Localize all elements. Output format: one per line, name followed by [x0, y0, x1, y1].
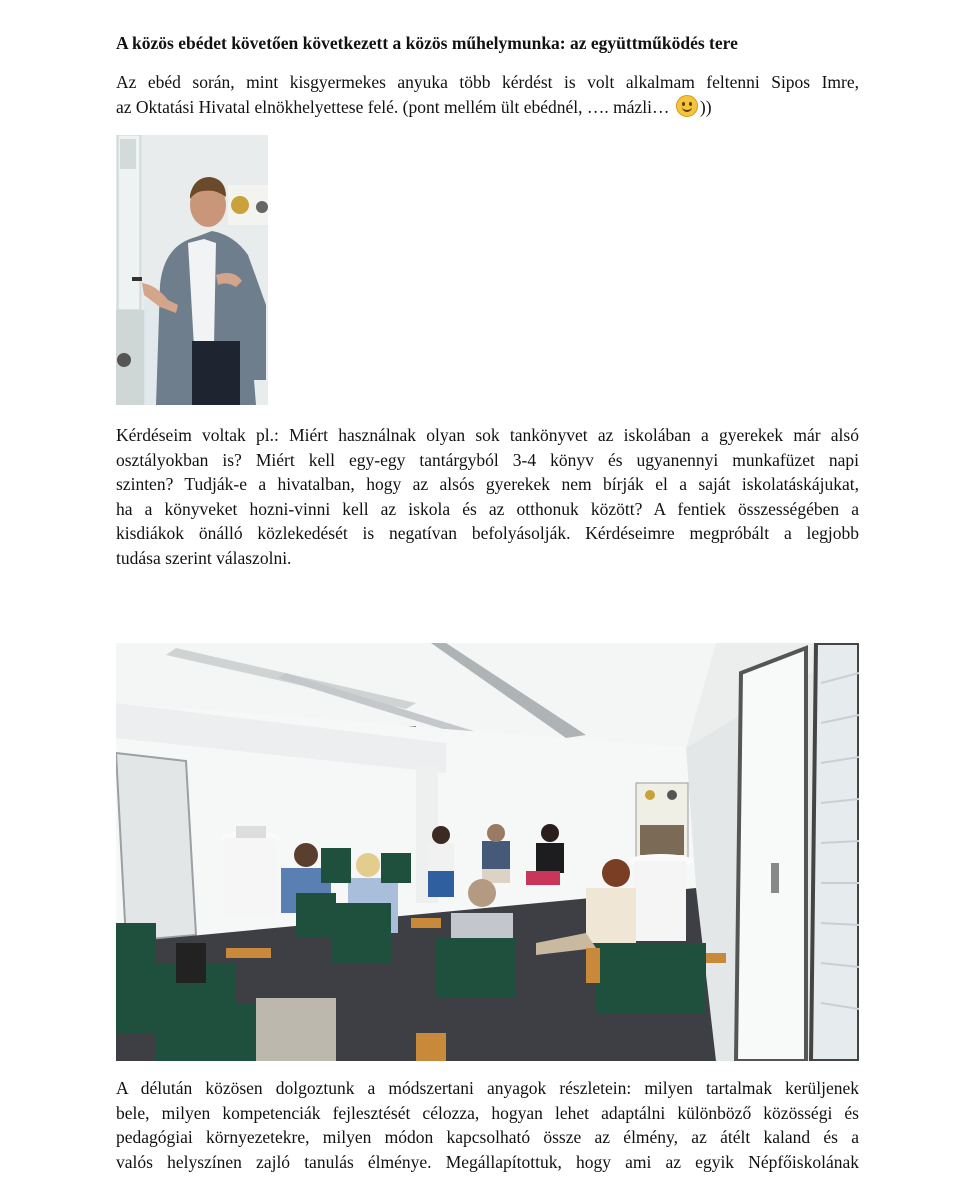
paragraph-line: szinten? Tudják-e a hivatalban, hogy az alsós gyerekek nem bírják el a saját iskolatáskájukat, [116, 474, 859, 494]
paragraph-lunch-questions [116, 70, 859, 119]
smiling-face-icon [676, 95, 698, 117]
paragraph-line: osztályokban is? Miért kell egy-egy tantárgyból 3-4 könyv és ugyanennyi munkafüzet napi [116, 449, 859, 470]
paragraph-line: tudása szerint válaszolni. [116, 547, 292, 568]
paragraph-line: valós helyszínen zajló tanulás élménye. Megállapítottuk, hogy ami az egyik Népfőiskolának [116, 1151, 859, 1172]
paragraph-line: A délután közösen dolgoztunk a módszertani anyagok részletein: milyen tartalmak kerüljenek [116, 1078, 859, 1098]
presenter-photo [116, 135, 268, 405]
paragraph-line: Kérdéseim voltak pl.: Miért használnak olyan sok tankönyvet az iskolában a gyerekek már alsó [116, 425, 859, 445]
paragraph-line: kisdiákok önálló közlekedését is negatívan befolyásolják. Kérdéseimre megpróbált a legjobb [116, 523, 859, 543]
paragraph-line: bele, milyen kompetenciák fejlesztését célozza, hogyan lehet adaptálni különböző közösségi és [116, 1102, 859, 1123]
paragraph-line: ha a könyveket hozni-vinni kell az iskola és az otthonuk között? A fentiek összességében a [116, 498, 859, 519]
paragraph-line-text: )) [699, 96, 712, 117]
paragraph-line-text: az Oktatási Hivatal elnökhelyettese felé. (pont mellém ült ebédnél, …. mázli… [116, 96, 670, 117]
paragraph-afternoon-work [116, 1076, 859, 1174]
workshop-photo [116, 643, 859, 1061]
section-heading: A közös ebédet követően következett a közös műhelymunka: az együttműködés tere [116, 33, 738, 53]
paragraph-line: pedagógiai környezetekre, milyen módon kapcsolható össze az élmény, az átélt kaland és a [116, 1127, 859, 1147]
paragraph-questions [116, 423, 859, 570]
paragraph-line: Az ebéd során, mint kisgyermekes anyuka több kérdést is volt alkalmam feltenni Sipos Imre, [116, 72, 859, 92]
paragraph-line [116, 95, 859, 120]
